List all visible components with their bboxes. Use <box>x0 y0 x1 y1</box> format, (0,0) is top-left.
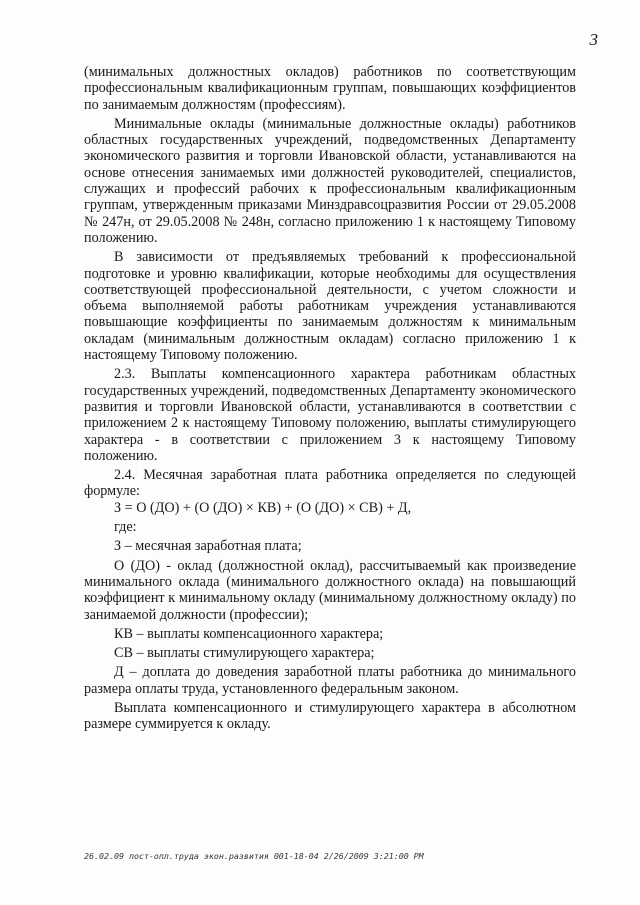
paragraph: В зависимости от предъявляемых требований к профессиональной подготовке и уровню квалификации, которые необходимы для осуществления соответствующей профессиональной деятельности, с учетом сложности и объема выполняемой работы работникам учреждения устанавливаются повышающие коэффициенты по занимаемым должностям к минимальным окладам (минимальным должностным окладам) согласно приложению 1 к настоящему Типовому положению. <box>84 249 576 364</box>
paragraph: 2.3. Выплаты компенсационного характера работникам областных государственных учреждений, подведомственных Департаменту экономического развития и торговли Ивановской области, устанавливаются в соответствии с приложением 2 к настоящему Типовому положению, выплаты стимулирующего характера - в соответствии с приложением 3 к настоящему Типовому положению. <box>84 366 576 464</box>
closing-paragraph: Выплата компенсационного и стимулирующего характера в абсолютном размере суммируется к окладу. <box>84 699 576 733</box>
document-footer: 26.02.09 пост-опл.труда экон.развития 001-18-04 2/26/2009 3:21:00 PM <box>84 851 424 861</box>
definition: КВ – выплаты компенсационного характера; <box>114 625 384 642</box>
page-number: 3 <box>589 30 598 49</box>
definition: З – месячная заработная плата; <box>114 538 302 555</box>
definition: О (ДО) - оклад (должностной оклад), рассчитываемый как произведение минимального оклада (минимального должностного оклада) на повышающий коэффициент к минимальному окладу (минимальному должностному окладу) по занимаемой должности (профессии); <box>84 557 576 623</box>
document-body <box>84 64 576 733</box>
paragraph: (минимальных должностных окладов) работников по соответствующим профессиональным квалификационным группам, повышающих коэффициентов по занимаемым должностям (профессиям). <box>84 64 576 113</box>
where-label: где: <box>114 519 137 536</box>
paragraph: 2.4. Месячная заработная плата работника определяется по следующей формуле: <box>84 467 576 500</box>
salary-formula: З = О (ДО) + (О (ДО) × КВ) + (О (ДО) × СВ) + Д, <box>114 499 412 516</box>
paragraph: Минимальные оклады (минимальные должностные оклады) работников областных государственных учреждений, подведомственных Департаменту экономического развития и торговли Ивановской области, устанавливаются на основе отнесения занимаемых ими должностей руководителей, специалистов, служащих и профессий рабочих к профессиональным квалификационным группам, утвержденным приказами Минздравсоцразвития России от 29.05.2008 № 247н, от 29.05.2008 № 248н, согласно приложению 1 к настоящему Типовому положению. <box>84 115 576 246</box>
definition: СВ – выплаты стимулирующего характера; <box>114 645 375 662</box>
definition: Д – доплата до доведения заработной платы работника до минимального размера оплаты труда, установленного федеральным законом. <box>84 664 576 697</box>
